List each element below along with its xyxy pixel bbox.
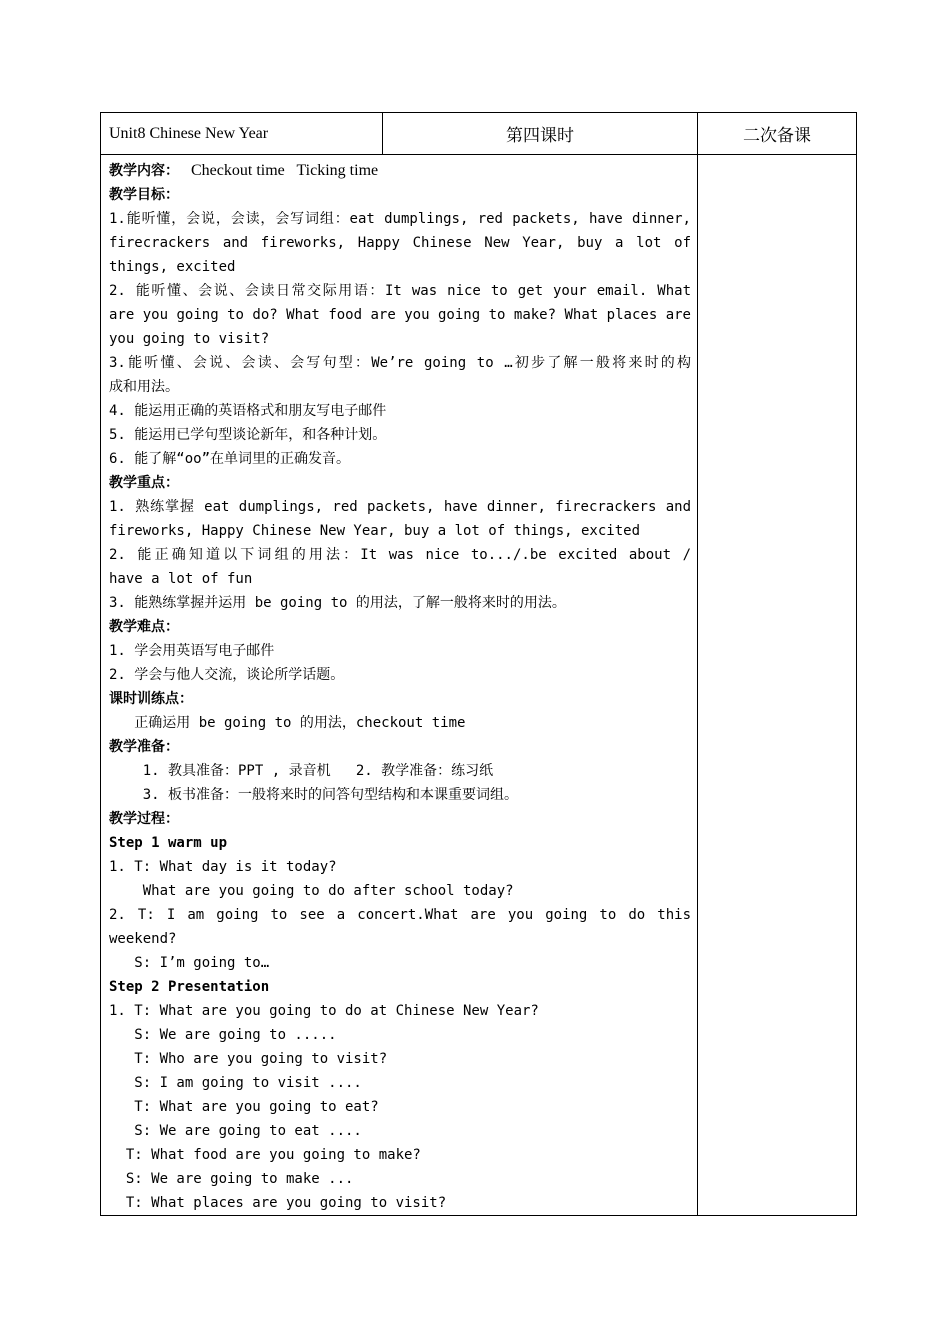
training-value: 正确运用 be going to 的用法，checkout time [109,715,466,731]
unit-title: Unit8 Chinese New Year [101,113,383,155]
objective-3-line-a: 3.能听懂、会说、会读、会写句型：We’re going to …初步了解一般将来时的构 [109,355,691,371]
key-point-2-line-a: 2. 能正确知道以下词组的用法：It was nice to.../.be excited about / [109,547,691,563]
second-prep-notes-cell [698,155,857,1216]
header-row [101,113,857,155]
difficulties-label: 教学难点： [109,619,179,635]
step-1-line-3a: 2. T: I am going to see a concert.What are you going to do this [109,907,691,923]
key-point-2-line-b: have a lot of fun [109,571,253,587]
objective-4: 4. 能运用正确的英语格式和朋友写电子邮件 [109,403,387,419]
teaching-content-value: Checkout time Ticking time [179,162,379,179]
step-2-line-3: T: Who are you going to visit? [109,1051,388,1067]
step-2-line-4: S: I am going to visit .... [109,1075,362,1091]
training-label: 课时训练点： [109,691,193,707]
teaching-content-line [109,159,691,183]
objective-1-line-b: firecrackers and fireworks, Happy Chinese New Year, buy a lot of [109,235,691,251]
objective-1-line-c: things, excited [109,259,236,275]
objective-6: 6. 能了解“oo”在单词里的正确发音。 [109,451,351,467]
step-1-line-4: S: I’m going to… [109,955,270,971]
objective-5: 5. 能运用已学句型谈论新年，和各种计划。 [109,427,387,443]
teaching-content-label: 教学内容： [109,163,179,179]
content-row [101,155,857,1216]
key-point-3: 3. 能熟练掌握并运用 be going to 的用法，了解一般将来时的用法。 [109,595,566,611]
step-1-line-2: What are you going to do after school today? [109,883,514,899]
step-2-line-1: 1. T: What are you going to do at Chinese New Year? [109,1003,539,1019]
step-1-line-1: 1. T: What day is it today? [109,859,337,875]
step-2-line-5: T: What are you going to eat? [109,1099,379,1115]
key-point-1-line-b: fireworks, Happy Chinese New Year, buy a lot of things, excited [109,523,641,539]
objective-2-line-b: are you going to do? What food are you going to make? What places are [109,307,691,323]
difficulty-1: 1. 学会用英语写电子邮件 [109,643,275,659]
step-2-line-6: S: We are going to eat .... [109,1123,362,1139]
preparation-1: 1. 教具准备：PPT , 录音机 2. 教学准备：练习纸 [109,763,494,779]
objectives-label: 教学目标： [109,187,179,203]
difficulty-2: 2. 学会与他人交流，谈论所学话题。 [109,667,345,683]
lesson-label: 第四课时 [383,113,698,155]
step-2-line-8: S: We are going to make ... [109,1171,354,1187]
preparation-2: 3. 板书准备：一般将来时的问答句型结构和本课重要词组。 [109,787,518,803]
step-1-title: Step 1 warm up [109,835,228,851]
key-points-label: 教学重点： [109,475,179,491]
preparation-label: 教学准备： [109,739,179,755]
second-prep-label: 二次备课 [698,113,857,155]
process-label: 教学过程： [109,811,179,827]
step-2-line-2: S: We are going to ..... [109,1027,337,1043]
objective-2-line-a: 2. 能听懂、会说、会读日常交际用语：It was nice to get your email. What [109,283,691,299]
lesson-content-cell [101,155,698,1216]
step-2-line-7: T: What food are you going to make? [109,1147,421,1163]
lesson-plan-table [100,112,857,1216]
key-point-1-line-a: 1. 熟练掌握 eat dumplings, red packets, have dinner, firecrackers and [109,499,691,515]
objective-1-line-a: 1.能听懂，会说，会读，会写词组：eat dumplings, red packets, have dinner, [109,211,691,227]
objective-2-line-c: you going to visit? [109,331,270,347]
step-2-title: Step 2 Presentation [109,979,270,995]
step-1-line-3b: weekend? [109,931,177,947]
step-2-line-9: T: What places are you going to visit? [109,1195,447,1211]
objective-3-line-b: 成和用法。 [109,379,179,395]
